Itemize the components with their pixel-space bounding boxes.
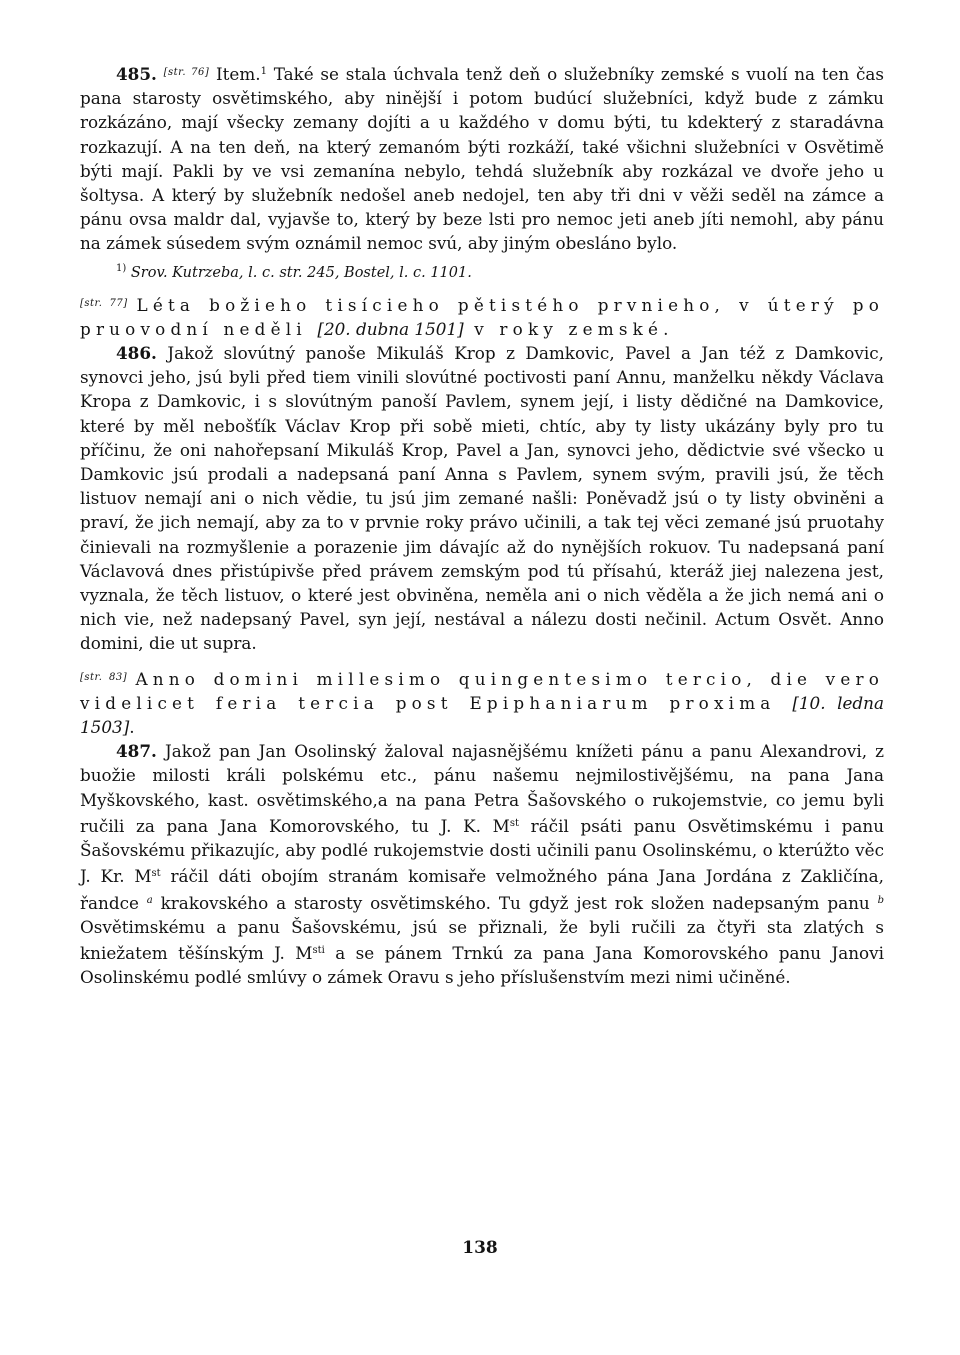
heading-text: v roky zemské. xyxy=(463,318,674,339)
entry-text: ráčil dáti obojím stranám komisaře velmožného pána Jana Jordána z Zakličína, řandce xyxy=(80,866,884,913)
entry-text: a se pánem Trnkú za pana Jana Komorovského panu Janovi Osolinskému podlé smlúvy o zámek Oravu s jeho příslušenstvím mezi nimi učiněné. xyxy=(80,942,884,988)
heading-date: [20. dubna 1501] xyxy=(317,318,464,339)
note-mark: a xyxy=(146,894,153,906)
entry-487 xyxy=(80,739,884,989)
superscript: sti xyxy=(312,944,325,956)
entry-text: Item. xyxy=(216,64,261,84)
footnote-text: Srov. Kutrzeba, l. c. str. 245, Bostel, l. c. 1101. xyxy=(126,264,472,281)
entry-number: 487. xyxy=(116,741,157,762)
heading-date: [10. ledna 1503] xyxy=(80,692,884,738)
entry-text: Jakož slovútný panoše Mikuláš Krop z Damkovic, Pavel a Jan též z Damkovic, synovci jeho, jsú byli před tiem vinili slovútné poctivosti paní Annu, manželku někdy Václava Kropa z Damkovic, i s slovútným panoší Pavlem, synem její, i listy dědičné na Damkovice, které by měl nebošťík Václav Krop při sobě mieti, chtíc, aby ty listy ukázány byly pro tu příčinu, že oni nahořepsaní Mikuláš Krop, Pavel a Jan, synovci jeho, dědictvie své všecko u Damkovic jsú prodali a nadepsaná paní Anna s Pavlem, synem svým, pravili jsú, že těch listuov nemají ani o nich vědie, tu jsú jim zemané našli: Poněvadž jsú o ty listy obviněni a praví, že jich nemají, aby za to v prvnie roky právo učinili, a tak tej věci zemané jsú pruotahy činievali na rozmyšlenie a porazenie jim dávajíc až do nynějších rokuov. Tu nadepsaná paní Václavová dnes přistúpivše před právem zemským pod tú přísahú, kteráž jiej nalezena jest, vyznala, že těch listuov, o které jest obviněna, neměla ani o nich věděla a že jich nemá ani o nich vie, než nadepsaný Pavel, syn její, nestával a nálezu dosti nečinil. Actum Osvět. Anno domini, die ut supra. xyxy=(80,343,884,654)
superscript: st xyxy=(151,868,161,880)
entry-486 xyxy=(80,341,884,656)
page-reference: [str. 76] xyxy=(163,67,210,78)
superscript: st xyxy=(509,817,519,829)
entry-text: Jakož pan Jan Osolinský žaloval najasnějšému knížeti pánu a panu Alexandrovi, z buožie milosti králi polskému etc., pánu našemu nejmilostivějšému, na pana Jana Myškovského, kast. osvětimského,a na pana Petra Šašovského o rukojemstvie, co jemu byli ručili za pana Jana Komorovského, tu J. K. M xyxy=(80,741,884,836)
footnote xyxy=(80,258,884,284)
page-reference: [str. 77] xyxy=(80,297,128,309)
heading-text: Anno domini millesimo quingentesimo tercio, die vero videlicet feria tercia post Epiphaniarum proxima xyxy=(80,668,884,713)
entry-number: 486. xyxy=(116,343,157,364)
section-heading-1501 xyxy=(80,292,884,341)
entry-number: 485. xyxy=(116,64,157,84)
entry-text: krakovského a starosty osvětimského. Tu gdyž jest rok složen nadepsaným panu xyxy=(152,892,878,913)
note-mark: b xyxy=(877,894,884,906)
page-body xyxy=(80,60,884,989)
footnote-mark: 1 xyxy=(260,66,267,77)
footnote-mark: 1) xyxy=(116,262,127,274)
heading-text: . xyxy=(129,717,135,738)
section-heading-1503 xyxy=(80,666,884,740)
entry-text: Také se stala úchvala tenž deň o služebníky zemské s vuolí na ten čas pana starosty osvětimského, aby ninější i potom budúcí služebníci, když bude z zámku rozkázáno, mají všecky zemany dojíti a u každého v domu býti, tu kdekterý z staradávna rozkazují. A na ten deň, na který zemanóm býti rozkáží, také všichni služebníci v Osvětimě býti mají. Pakli by ve vsi zemanína nebylo, tehdá služebník aby rozkázal ve dvoře jeho u šoltysa. A který by služebník nedošel aneb nedojel, ten aby tři dni v věži seděl na zámce a pánu ovsa maldr dal, vyjavše to, který by beze lsti pro nemoc jeti aneb jíti nemohl, aby pánu na zámek súsedem svým oznámil nemoc svú, aby jiným obesláno bylo. xyxy=(80,64,884,254)
entry-text: Osvětimskému a panu Šašovskému, jsú se přiznali, že byli ručili za čtyři sta zlatých s kniežatem těšínským J. M xyxy=(80,916,884,963)
entry-485 xyxy=(80,60,884,256)
heading-text: Léta božieho tisícieho pětistého prvnieho, v úterý po pruovodní neděli xyxy=(80,294,885,339)
entry-text: ráčil psáti panu Osvětimskému i panu Šašovskému přikazujíc, aby podlé rukojemstvie dosti učinili panu Osolinskému, o kterúžto věc J. Kr. M xyxy=(80,815,884,887)
page-number: 138 xyxy=(462,1238,498,1258)
page-reference: [str. 83] xyxy=(80,671,128,683)
